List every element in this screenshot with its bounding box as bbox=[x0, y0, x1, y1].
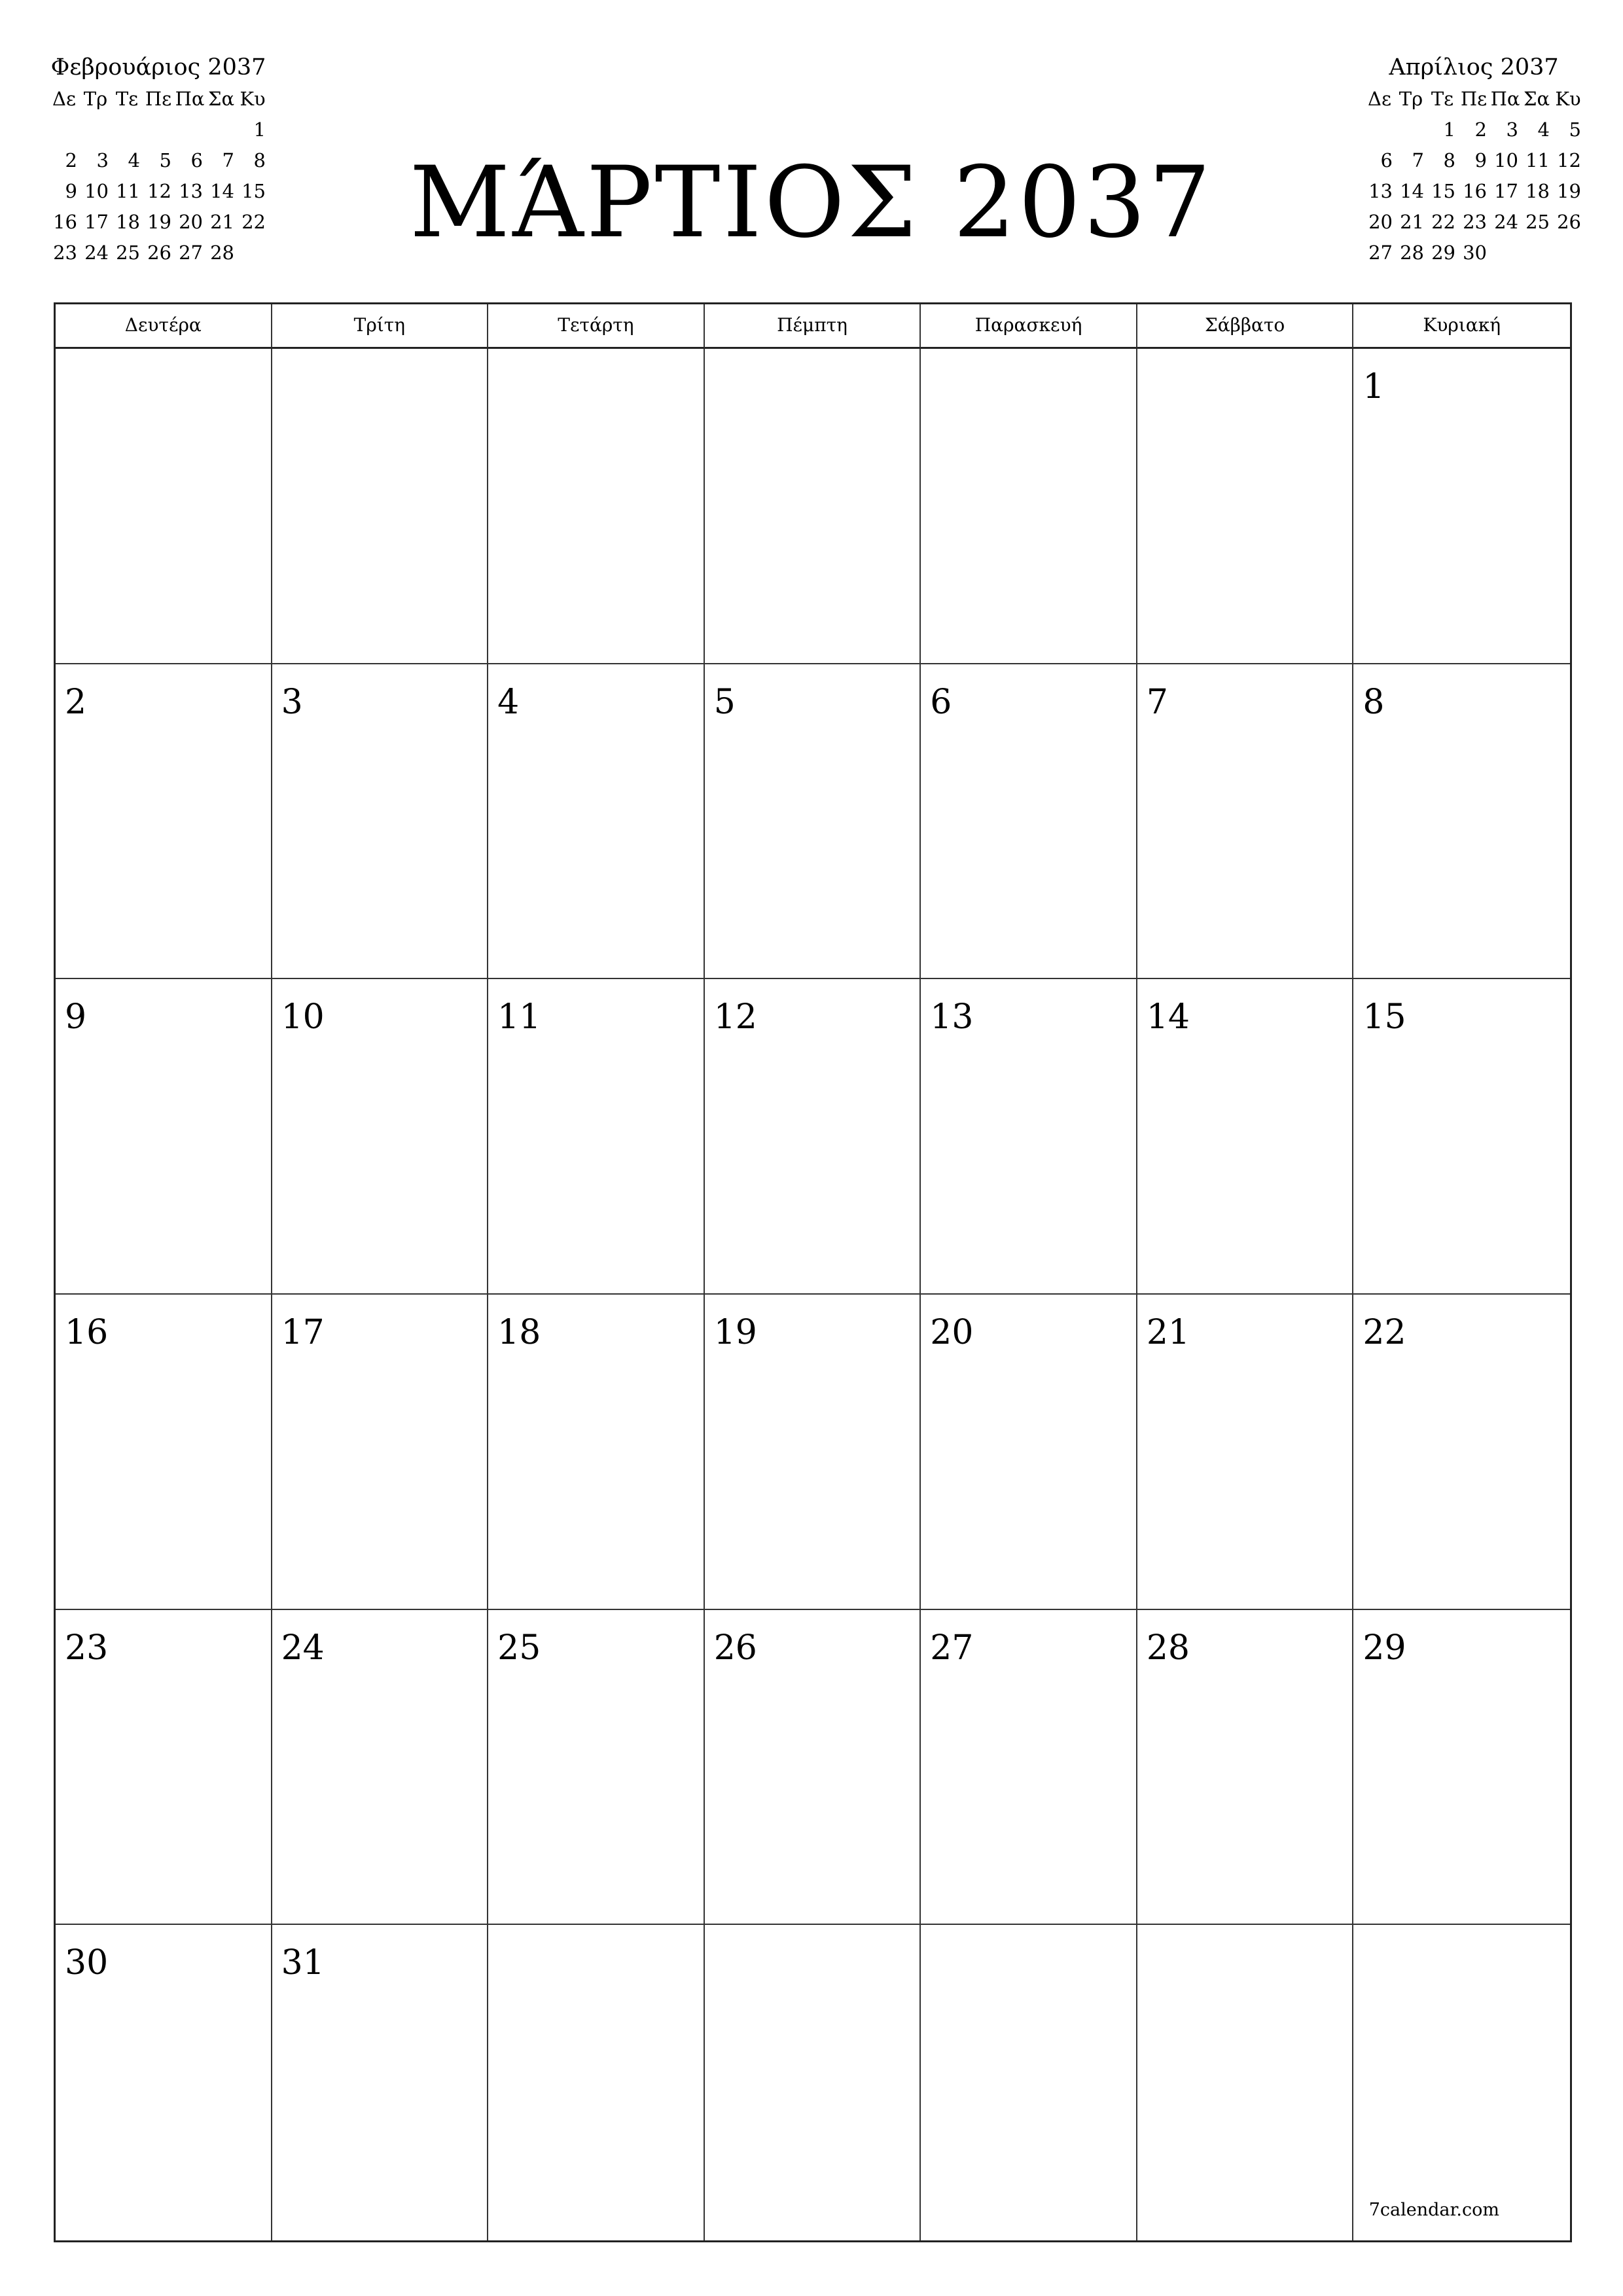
day-cell bbox=[705, 664, 921, 980]
mini-day-cell: 9 bbox=[65, 180, 77, 202]
mini-day-cell: 20 bbox=[179, 211, 203, 233]
day-cell bbox=[921, 1925, 1137, 2240]
mini-day-cell: 26 bbox=[147, 242, 171, 264]
day-cell bbox=[705, 349, 921, 664]
day-cell bbox=[56, 664, 272, 980]
day-cell bbox=[56, 979, 272, 1295]
day-number: 6 bbox=[930, 682, 952, 722]
mini-day-cell: 11 bbox=[1525, 149, 1550, 171]
mini-day-cell: 23 bbox=[1463, 211, 1487, 233]
mini-day-cell: 15 bbox=[1431, 180, 1455, 202]
mini-weekday-label: Τρ bbox=[1399, 88, 1423, 110]
day-number: 22 bbox=[1363, 1312, 1406, 1352]
day-cell bbox=[705, 1925, 921, 2240]
mini-day-cell: 27 bbox=[1368, 242, 1393, 264]
day-cell bbox=[921, 979, 1137, 1295]
day-cell bbox=[1137, 1925, 1354, 2240]
day-cell bbox=[1137, 1610, 1354, 1926]
weekday-header: Πέμπτη bbox=[705, 304, 921, 349]
day-cell bbox=[1137, 1295, 1354, 1610]
mini-day-cell: 2 bbox=[65, 149, 77, 171]
mini-day-cell: 10 bbox=[84, 180, 109, 202]
mini-day-cell: 11 bbox=[116, 180, 140, 202]
day-number: 24 bbox=[281, 1628, 325, 1668]
day-number: 30 bbox=[65, 1943, 109, 1983]
mini-weekday-label: Πε bbox=[145, 88, 172, 110]
mini-weekday-label: Κυ bbox=[1555, 88, 1581, 110]
mini-day-cell: 5 bbox=[1569, 118, 1581, 141]
mini-day-cell: 13 bbox=[1368, 180, 1393, 202]
site-credit: 7calendar.com bbox=[1368, 2199, 1499, 2220]
day-cell bbox=[705, 1610, 921, 1926]
mini-day-cell: 20 bbox=[1368, 211, 1393, 233]
mini-day-cell: 17 bbox=[84, 211, 109, 233]
mini-day-cell: 1 bbox=[1443, 118, 1455, 141]
day-cell bbox=[921, 1610, 1137, 1926]
mini-day-cell: 21 bbox=[1400, 211, 1424, 233]
mini-weekday-label: Κυ bbox=[240, 88, 266, 110]
weekday-header: Τετάρτη bbox=[488, 304, 705, 349]
mini-day-cell: 6 bbox=[190, 149, 203, 171]
day-cell bbox=[1353, 1925, 1570, 2240]
mini-day-cell: 21 bbox=[210, 211, 234, 233]
mini-day-cell bbox=[1552, 238, 1584, 268]
mini-weekday-label: Τε bbox=[115, 88, 139, 110]
mini-day-cell: 30 bbox=[1463, 242, 1487, 264]
mini-day-cell: 1 bbox=[253, 118, 266, 141]
day-cell bbox=[488, 1925, 705, 2240]
mini-day-cell: 10 bbox=[1494, 149, 1518, 171]
mini-day-cell: 28 bbox=[1400, 242, 1424, 264]
mini-calendar-title: Απρίλιος 2037 bbox=[1389, 54, 1559, 81]
mini-day-cell: 15 bbox=[241, 180, 266, 202]
day-number: 17 bbox=[281, 1312, 325, 1352]
mini-day-cell: 29 bbox=[1431, 242, 1455, 264]
mini-day-cell: 8 bbox=[1443, 149, 1455, 171]
day-number: 2 bbox=[65, 682, 87, 722]
weekday-header: Τρίτη bbox=[272, 304, 489, 349]
day-cell bbox=[1353, 1610, 1570, 1926]
mini-day-cell: 7 bbox=[1412, 149, 1424, 171]
mini-day-cell: 24 bbox=[1494, 211, 1518, 233]
day-cell bbox=[272, 1610, 489, 1926]
mini-weekday-label: Δε bbox=[1368, 88, 1391, 110]
day-number: 25 bbox=[497, 1628, 541, 1668]
day-number: 10 bbox=[281, 997, 325, 1037]
day-cell bbox=[921, 349, 1137, 664]
mini-calendar-grid bbox=[1356, 84, 1592, 268]
mini-day-cell: 3 bbox=[1506, 118, 1518, 141]
mini-day-cell: 16 bbox=[53, 211, 77, 233]
day-number: 28 bbox=[1146, 1628, 1190, 1668]
day-number: 23 bbox=[65, 1628, 109, 1668]
mini-day-cell: 6 bbox=[1380, 149, 1393, 171]
day-number: 13 bbox=[930, 997, 974, 1037]
page-title: ΜΆΡΤΙΟΣ 2037 bbox=[409, 146, 1214, 260]
mini-day-cell: 14 bbox=[1400, 180, 1424, 202]
mini-day-cell bbox=[1364, 115, 1395, 145]
day-cell bbox=[488, 349, 705, 664]
mini-weekday-label: Σα bbox=[1523, 88, 1550, 110]
day-number: 29 bbox=[1363, 1628, 1406, 1668]
mini-day-cell: 8 bbox=[253, 149, 266, 171]
day-cell bbox=[272, 979, 489, 1295]
mini-day-cell bbox=[1489, 238, 1521, 268]
day-number: 14 bbox=[1146, 997, 1190, 1037]
day-number: 5 bbox=[713, 682, 736, 722]
day-cell bbox=[1137, 349, 1354, 664]
day-cell bbox=[488, 664, 705, 980]
day-number: 16 bbox=[65, 1312, 109, 1352]
mini-weekday-label: Πα bbox=[1490, 88, 1520, 110]
mini-weekday-label: Πε bbox=[1460, 88, 1488, 110]
day-cell bbox=[1353, 1295, 1570, 1610]
day-cell bbox=[1137, 979, 1354, 1295]
mini-day-cell: 24 bbox=[84, 242, 109, 264]
weekday-header: Κυριακή bbox=[1353, 304, 1570, 349]
mini-day-cell: 23 bbox=[53, 242, 77, 264]
mini-day-cell: 22 bbox=[1431, 211, 1455, 233]
day-cell bbox=[488, 979, 705, 1295]
day-cell bbox=[272, 664, 489, 980]
day-cell bbox=[272, 1295, 489, 1610]
day-cell bbox=[1137, 664, 1354, 980]
day-cell bbox=[56, 1295, 272, 1610]
weekday-header: Δευτέρα bbox=[56, 304, 272, 349]
mini-weekday-label: Σα bbox=[207, 88, 235, 110]
mini-day-cell: 18 bbox=[116, 211, 140, 233]
mini-day-cell: 25 bbox=[1525, 211, 1550, 233]
mini-day-cell bbox=[1395, 115, 1427, 145]
day-number: 18 bbox=[497, 1312, 541, 1352]
day-cell bbox=[1353, 664, 1570, 980]
weekday-header: Σάββατο bbox=[1137, 304, 1354, 349]
mini-day-cell: 17 bbox=[1494, 180, 1518, 202]
mini-day-cell bbox=[1521, 238, 1552, 268]
day-number: 12 bbox=[713, 997, 757, 1037]
day-number: 27 bbox=[930, 1628, 974, 1668]
mini-day-cell: 26 bbox=[1557, 211, 1581, 233]
day-cell bbox=[56, 1610, 272, 1926]
day-cell bbox=[56, 349, 272, 664]
mini-weekday-label: Τρ bbox=[83, 88, 108, 110]
mini-day-cell: 12 bbox=[1557, 149, 1581, 171]
day-number: 9 bbox=[65, 997, 87, 1037]
day-number: 15 bbox=[1363, 997, 1406, 1037]
day-cell bbox=[921, 1295, 1137, 1610]
mini-weekday-label: Δε bbox=[52, 88, 76, 110]
mini-day-cell: 22 bbox=[241, 211, 266, 233]
mini-day-cell: 25 bbox=[116, 242, 140, 264]
day-cell bbox=[56, 1925, 272, 2240]
day-number: 4 bbox=[497, 682, 520, 722]
day-number: 11 bbox=[497, 997, 541, 1037]
mini-weekday-label: Τε bbox=[1431, 88, 1454, 110]
mini-day-cell: 4 bbox=[128, 149, 140, 171]
day-number: 1 bbox=[1363, 367, 1385, 406]
month-grid bbox=[54, 302, 1572, 2242]
day-cell bbox=[1353, 349, 1570, 664]
day-cell bbox=[921, 664, 1137, 980]
weekday-header: Παρασκευή bbox=[921, 304, 1137, 349]
day-number: 8 bbox=[1363, 682, 1385, 722]
mini-day-cell: 28 bbox=[210, 242, 234, 264]
mini-day-cell: 19 bbox=[147, 211, 171, 233]
day-cell bbox=[705, 1295, 921, 1610]
mini-day-cell: 13 bbox=[179, 180, 203, 202]
mini-day-cell: 5 bbox=[159, 149, 171, 171]
day-cell bbox=[488, 1295, 705, 1610]
day-number: 26 bbox=[713, 1628, 757, 1668]
day-cell bbox=[705, 979, 921, 1295]
mini-calendar-title: Φεβρουάριος 2037 bbox=[50, 54, 266, 81]
mini-day-cell: 27 bbox=[179, 242, 203, 264]
mini-weekday-label: Πα bbox=[175, 88, 205, 110]
day-number: 21 bbox=[1146, 1312, 1190, 1352]
mini-day-cell: 3 bbox=[96, 149, 109, 171]
day-cell bbox=[488, 1610, 705, 1926]
mini-day-cell: 2 bbox=[1474, 118, 1487, 141]
mini-day-cell: 9 bbox=[1474, 149, 1487, 171]
mini-day-cell: 4 bbox=[1537, 118, 1550, 141]
day-cell bbox=[272, 349, 489, 664]
day-number: 31 bbox=[281, 1943, 325, 1983]
mini-day-cell: 18 bbox=[1525, 180, 1550, 202]
day-number: 3 bbox=[281, 682, 303, 722]
mini-day-cell: 7 bbox=[222, 149, 234, 171]
day-number: 19 bbox=[713, 1312, 757, 1352]
mini-day-cell: 19 bbox=[1557, 180, 1581, 202]
day-cell bbox=[1353, 979, 1570, 1295]
mini-day-cell: 12 bbox=[147, 180, 171, 202]
day-number: 7 bbox=[1146, 682, 1168, 722]
mini-day-cell: 16 bbox=[1463, 180, 1487, 202]
mini-calendar-next-month bbox=[1356, 51, 1592, 268]
day-number: 20 bbox=[930, 1312, 974, 1352]
mini-day-cell: 14 bbox=[210, 180, 234, 202]
day-cell bbox=[272, 1925, 489, 2240]
